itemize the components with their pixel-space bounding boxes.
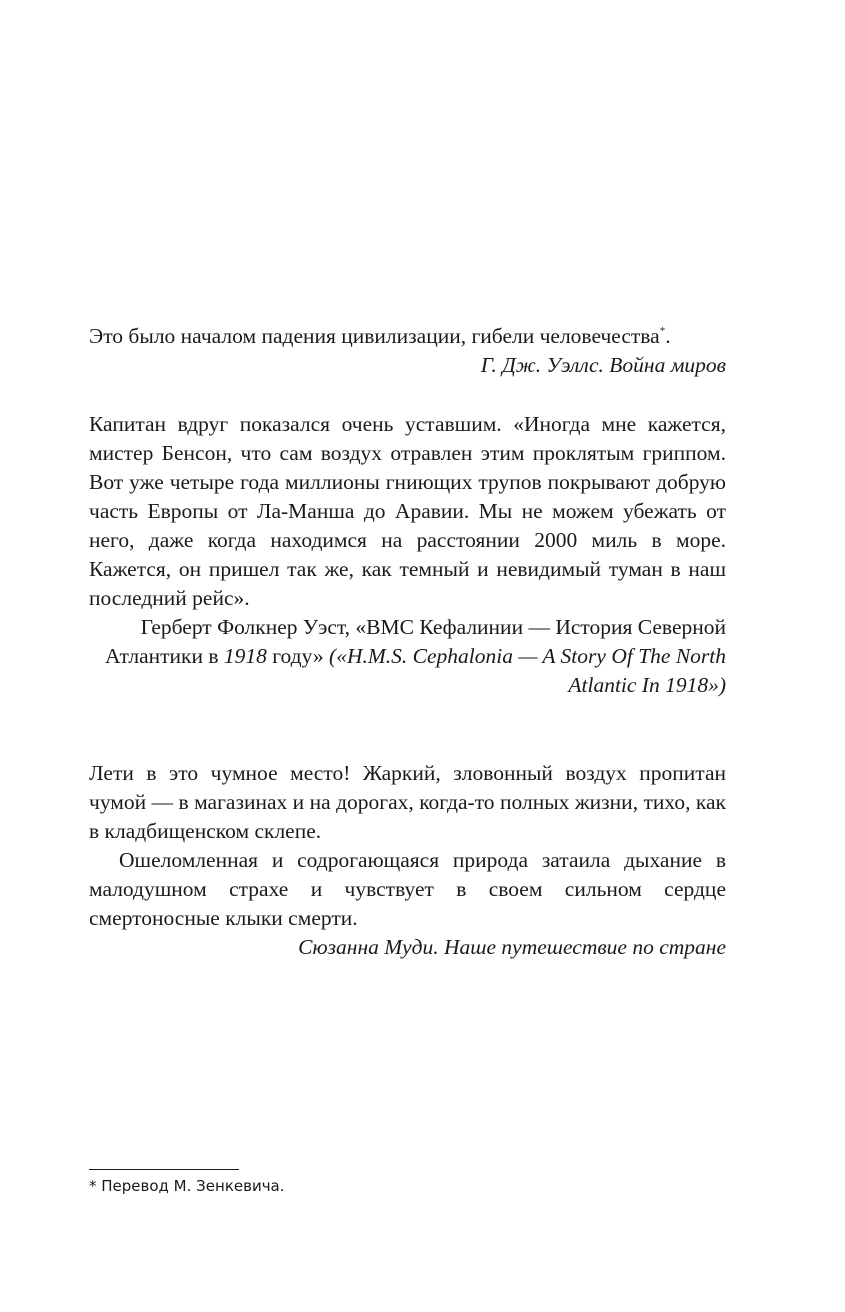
epigraph-text: Капитан вдруг показался очень уставшим. «Иногда мне кажется, мистер Бенсон, что сам воздух отравлен этим проклятым гриппом. Вот уже четыре года миллионы гниющих трупов покрывают добрую часть Европы от Ла-Манша до Аравии. Мы не можем убежать от него, даже когда находимся на расстоянии 2000 миль в море. Кажется, он пришел так же, как темный и невидимый туман в наш последний рейс». [89, 412, 726, 610]
epigraph-paragraph-2: Ошеломленная и содрогающаяся природа затаила дыхание в малодушном страхе и чувствует в своем сильном сердце смертоносные клыки смерти. [89, 848, 726, 930]
epigraph-moodie [89, 759, 726, 962]
attribution-original-title: («H.M.S. Cephalonia — A Story Of The North Atlantic In 1918») [329, 644, 726, 697]
epigraph-wells [89, 322, 726, 380]
epigraph-attribution: Г. Дж. Уэллс. Война миров [480, 353, 726, 377]
epigraph-text [89, 322, 726, 351]
epigraph-attribution [89, 613, 726, 700]
footnote: * Перевод М. Зенкевича. [89, 1177, 285, 1195]
epigraph-west [89, 410, 726, 700]
attribution-title-part-a: «ВМС Кефалинии — История Северной Атлантики в [105, 615, 726, 668]
attribution-author: Герберт Фолкнер Уэст, [140, 615, 356, 639]
epigraph-paragraph-1: Лети в это чумное место! Жаркий, зловонный воздух пропитан чумой — в магазинах и на дорогах, когда-то полных жизни, тихо, как в кладбищенском склепе. [89, 761, 726, 843]
footnote-marker: * [659, 325, 666, 337]
attribution-year: 1918 [223, 644, 267, 668]
epigraph-attribution: Сюзанна Муди. Наше путешествие по стране [298, 935, 726, 959]
epigraph-text-body: Это было началом падения цивилизации, гибели человечества [89, 324, 660, 348]
attribution-title-part-b: году» [266, 644, 330, 668]
book-page [89, 322, 726, 962]
footnote-divider [89, 1169, 239, 1170]
epigraph-text-end: . [665, 324, 671, 348]
